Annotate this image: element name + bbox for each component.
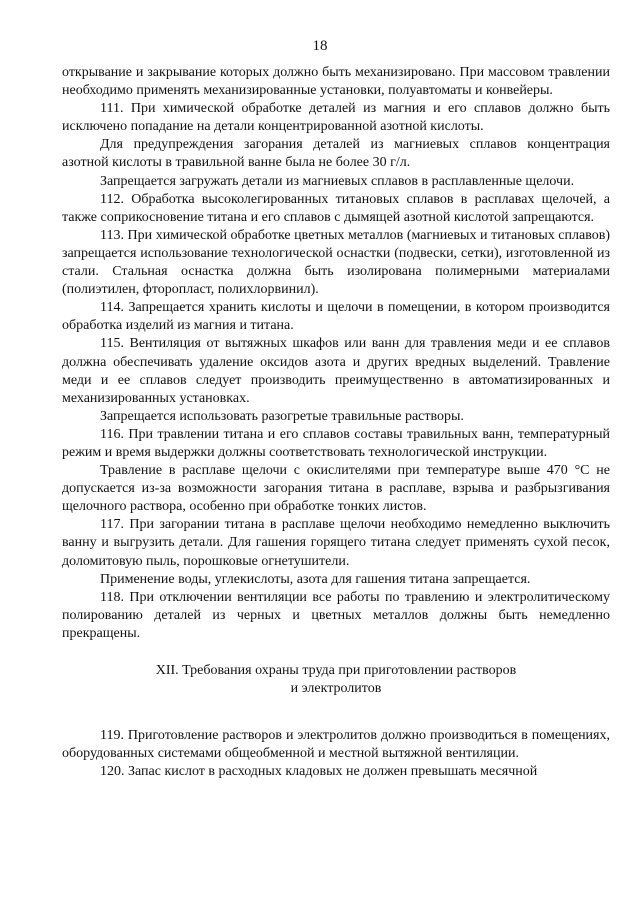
section-title-line: и электролитов [290, 681, 382, 697]
paragraph-120: 120. Запас кислот в расходных кладовых не должен превышать месячной [100, 764, 538, 780]
paragraph: Применение воды, углекислоты, азота для гашения титана запрещается. [100, 571, 531, 587]
section-title-line: XII. Требования охраны труда при приготовлении растворов [155, 663, 517, 678]
paragraph: Запрещается загружать детали из магниевых сплавов в расплавленные щелочи. [100, 173, 575, 189]
document-body [62, 64, 610, 781]
paragraph-114: 114. Запрещается хранить кислоты и щелочи в помещении, в котором производится обработка изделий из магния и титана. [62, 300, 610, 334]
paragraph: Для предупреждения загорания деталей из магниевых сплавов концентрация азотной кислоты в травильной ванне была не более 30 г/л. [62, 137, 610, 171]
page-number: 18 [312, 38, 328, 54]
paragraph: Травление в расплаве щелочи с окислителями при температуре выше 470 °С не допускается из-за возможности загорания титана в расплаве, взрыва и разбрызгивания щелочного раствора, особенно при обработке тонких листов. [62, 463, 610, 515]
paragraph-118: 118. При отключении вентиляции все работы по травлению и электролитическому полированию деталей из черных и цветных металлов должны быть немедленно прекращены. [62, 589, 610, 641]
paragraph-111: 111. При химической обработке деталей из магния и его сплавов должно быть исключено попадание на детали концентрированной азотной кислоты. [62, 101, 610, 135]
paragraph-115: 115. Вентиляция от вытяжных шкафов или ванн для травления меди и ее сплавов должна обеспечивать удаление оксидов азота и других вредных выделений. Травление меди и ее сплавов следует производить преимущественно в автоматизированных и механизированных установках. [62, 336, 610, 406]
paragraph-117: 117. При загорании титана в расплаве щелочи необходимо немедленно выключить ванну и выгрузить детали. Для гашения горящего титана следует применять сухой песок, доломитовую пыль, порошковые огнетушители. [62, 517, 610, 569]
paragraph-119: 119. Приготовление растворов и электролитов должно производиться в помещениях, оборудованных системами общеобменной и местной вытяжной вентиляции. [62, 728, 610, 762]
paragraph: Запрещается использовать разогретые травильные растворы. [100, 408, 464, 424]
paragraph: открывание и закрывание которых должно быть механизировано. При массовом травлении необходимо применять механизированные установки, полуавтоматы и конвейеры. [62, 65, 610, 99]
paragraph-116: 116. При травлении титана и его сплавов составы травильных ванн, температурный режим и время выдержки должны соответствовать технологической инструкции. [62, 426, 610, 460]
paragraph-113: 113. При химической обработке цветных металлов (магниевых и титановых сплавов) запрещается использование технологической оснастки (подвески, сетки), изготовленной из стали. Стальная оснастка должна быть изолирована полимерными материалами (полиэтилен, фторопласт, полихлорвинил). [62, 227, 610, 298]
paragraph-112: 112. Обработка высоколегированных титановых сплавов в расплавах щелочей, а также соприкосновение титана и его сплавов с дымящей азотной кислотой запрещаются. [62, 191, 610, 225]
section-heading [62, 662, 610, 698]
